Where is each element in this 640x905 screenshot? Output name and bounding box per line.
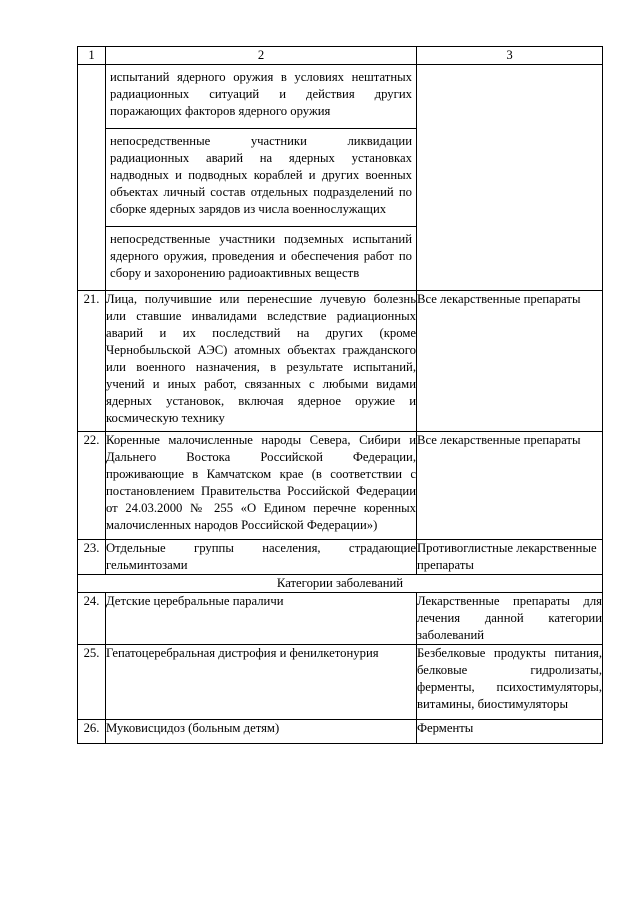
row-number-empty	[78, 65, 106, 291]
drugs-cell: Все лекарственные препараты	[417, 432, 603, 540]
category-cell: Лица, получившие или перенесшие лучевую болезнь или ставшие инвалидами вследствие радиационных аварий и их последствий на других (кроме Чернобыльской АЭС) атомных объектах гражданского или военного назначения, в результате испытаний, учений и иных работ, связанных с любыми видами ядерных установок, включая ядерное оружие и космическую технику	[106, 291, 417, 432]
section-title: Категории заболеваний	[78, 575, 603, 593]
section-title-row	[78, 575, 603, 593]
category-cell: Муковисцидоз (больным детям)	[106, 720, 417, 744]
row-number: 25.	[78, 645, 106, 720]
row-number: 22.	[78, 432, 106, 540]
table-row	[78, 593, 603, 645]
row-number: 26.	[78, 720, 106, 744]
header-col-3: 3	[417, 47, 603, 65]
category-cell: Отдельные группы населения, страдающие гельминтозами	[106, 540, 417, 575]
continuation-cell	[106, 65, 417, 291]
drugs-cell: Все лекарственные препараты	[417, 291, 603, 432]
drugs-cell: Безбелковые продукты питания, белковые гидролизаты, ферменты, психостимуляторы, витамины, биостимуляторы	[417, 645, 603, 720]
row-number: 23.	[78, 540, 106, 575]
table-row	[78, 645, 603, 720]
category-cell: Коренные малочисленные народы Севера, Сибири и Дальнего Востока Российской Федерации, проживающие в Камчатском крае (в соответствии с постановлением Правительства Российской Федерации от 24.03.2000 № 255 «О Едином перечне коренных малочисленных народов Российской Федерации»)	[106, 432, 417, 540]
table-row	[78, 720, 603, 744]
continuation-item-2: непосредственные участники ликвидации радиационных аварий на ядерных установках надводных и подводных кораблей и других военных объектах личный состав отдельных подразделений по сборке ядерных зарядов из числа военнослужащих	[106, 128, 416, 226]
header-row	[78, 47, 603, 65]
row-number: 21.	[78, 291, 106, 432]
drugs-cell: Противоглистные лекарственные препараты	[417, 540, 603, 575]
table-row	[78, 432, 603, 540]
continuation-item-3: непосредственные участники подземных испытаний ядерного оружия, проведения и обеспечения работ по сбору и захоронению радиоактивных веществ	[106, 226, 416, 290]
table-row	[78, 291, 603, 432]
category-cell: Детские церебральные параличи	[106, 593, 417, 645]
category-cell: Гепатоцеребральная дистрофия и фенилкетонурия	[106, 645, 417, 720]
header-col-1: 1	[78, 47, 106, 65]
benefits-table	[77, 46, 603, 744]
row-number: 24.	[78, 593, 106, 645]
drugs-cell: Лекарственные препараты для лечения данной категории заболеваний	[417, 593, 603, 645]
drugs-cell: Ферменты	[417, 720, 603, 744]
continuation-item-1: испытаний ядерного оружия в условиях нештатных радиационных ситуаций и действия других поражающих факторов ядерного оружия	[110, 70, 412, 118]
table-row	[78, 540, 603, 575]
drugs-cell-empty	[417, 65, 603, 291]
header-col-2: 2	[106, 47, 417, 65]
table-row-continuation	[78, 65, 603, 291]
